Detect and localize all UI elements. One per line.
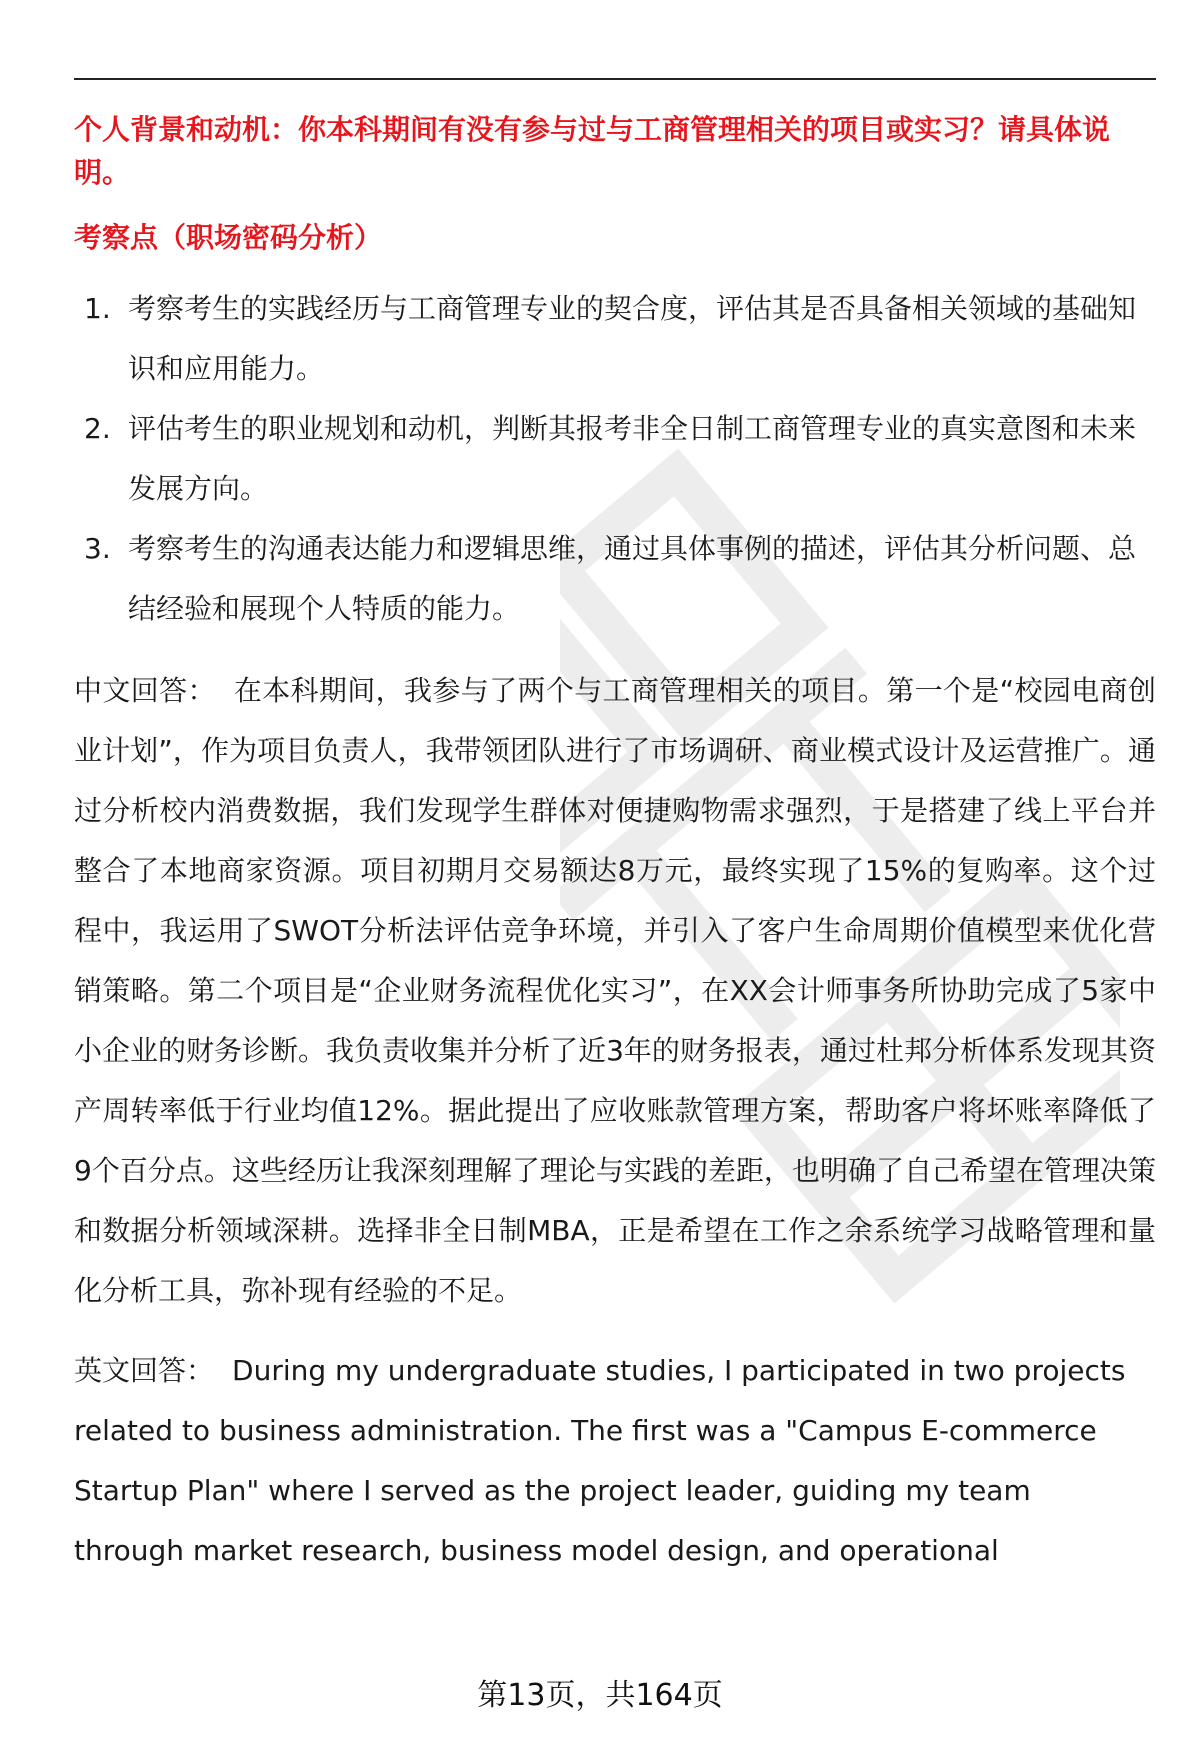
- english-answer-label: 英文回答：: [74, 1354, 215, 1387]
- point-number: 1.: [84, 292, 111, 325]
- chinese-answer-label: 中文回答：: [74, 674, 216, 707]
- analysis-point: [74, 519, 1138, 639]
- question-heading: 个人背景和动机：你本科期间有没有参与过与工商管理相关的项目或实习？请具体说明。: [74, 113, 1111, 189]
- page-number: 第13页，共164页: [477, 1678, 723, 1713]
- header-divider: [74, 78, 1156, 80]
- analysis-points-list: [74, 279, 1156, 639]
- document-body: [74, 108, 1156, 1581]
- english-answer: [74, 1341, 1134, 1581]
- english-answer-text: During my undergraduate studies, I participated in two projects related to business administration. The first was a "Campus E-commerce Startup Plan" where I served as the project leader, guiding my team through market research, business model design, and operational: [74, 1354, 1126, 1567]
- point-number: 2.: [84, 412, 111, 445]
- analysis-point: [74, 399, 1138, 519]
- point-number: 3.: [84, 532, 111, 565]
- chinese-answer-text: 在本科期间，我参与了两个与工商管理相关的项目。第一个是“校园电商创业计划”，作为项目负责人，我带领团队进行了市场调研、商业模式设计及运营推广。通过分析校内消费数据，我们发现学生群体对便捷购物需求强烈，于是搭建了线上平台并整合了本地商家资源。项目初期月交易额达8万元，最终实现了15%的复购率。这个过程中，我运用了SWOT分析法评估竞争环境，并引入了客户生命周期价值模型来优化营销策略。第二个项目是“企业财务流程优化实习”，在XX会计师事务所协助完成了5家中小企业的财务诊断。我负责收集并分析了近3年的财务报表，通过杜邦分析体系发现其资产周转率低于行业均值12%。据此提出了应收账款管理方案，帮助客户将坏账率降低了9个百分点。这些经历让我深刻理解了理论与实践的差距，也明确了自己希望在管理决策和数据分析领域深耕。选择非全日制MBA，正是希望在工作之余系统学习战略管理和量化分析工具，弥补现有经验的不足。: [74, 674, 1156, 1307]
- point-text: 考察考生的沟通表达能力和逻辑思维，通过具体事例的描述，评估其分析问题、总结经验和展现个人特质的能力。: [128, 532, 1137, 625]
- analysis-point: [74, 279, 1138, 399]
- point-text: 考察考生的实践经历与工商管理专业的契合度，评估其是否具备相关领域的基础知识和应用能力。: [128, 292, 1137, 385]
- analysis-heading: 考察点（职场密码分析）: [74, 221, 383, 254]
- point-text: 评估考生的职业规划和动机，判断其报考非全日制工商管理专业的真实意图和未来发展方向。: [128, 412, 1137, 505]
- chinese-answer: [74, 661, 1156, 1321]
